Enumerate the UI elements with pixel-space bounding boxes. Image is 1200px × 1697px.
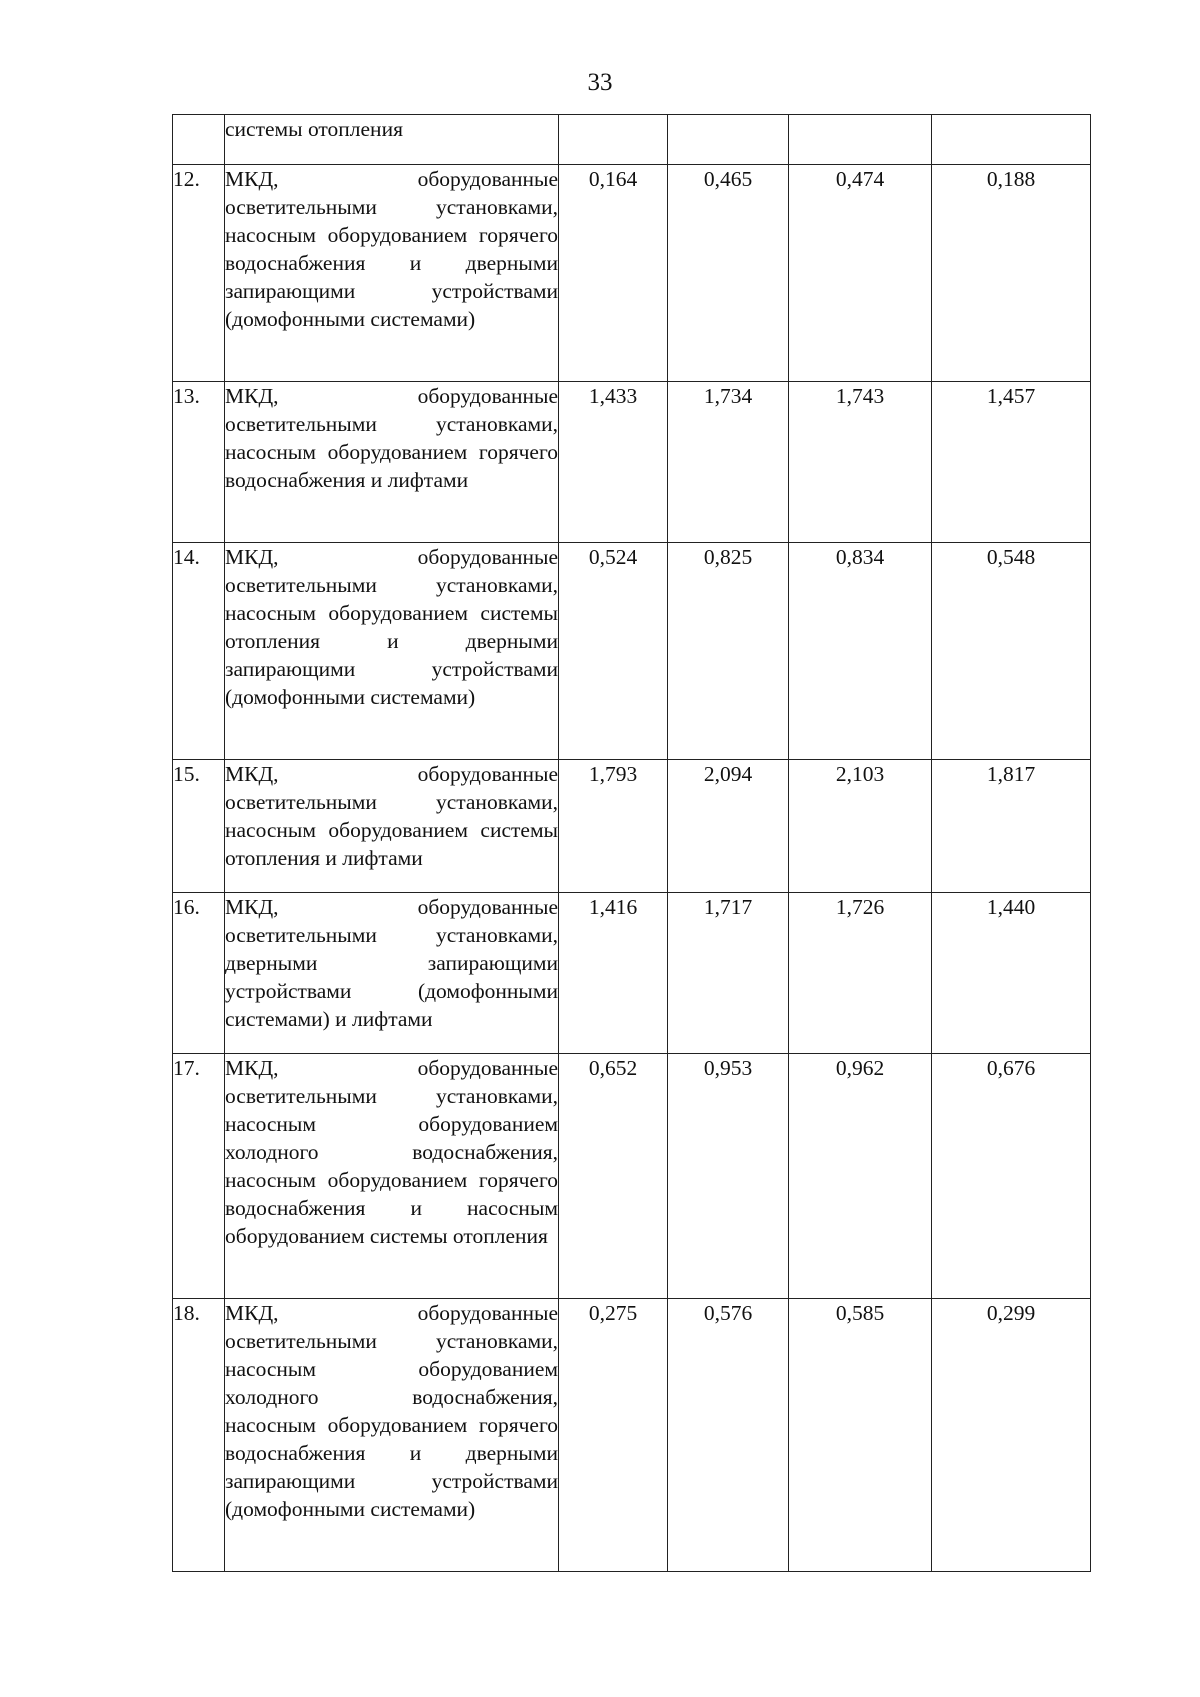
row-number-cell: 15.	[173, 760, 225, 893]
value-cell	[559, 165, 668, 382]
table-row	[173, 115, 1091, 165]
value-cell	[668, 382, 789, 543]
value-cell	[789, 543, 932, 760]
value-text: 0,474	[835, 167, 885, 191]
value-text: 1,726	[835, 895, 885, 919]
tariff-table	[172, 114, 1091, 1572]
row-number-cell	[173, 115, 225, 165]
row-number-cell: 14.	[173, 543, 225, 760]
value-text: 1,743	[835, 384, 885, 408]
value-text: 0,576	[703, 1301, 753, 1325]
row-number-cell: 12.	[173, 165, 225, 382]
value-cell	[789, 1054, 932, 1299]
value-cell	[559, 382, 668, 543]
value-text: 0,275	[588, 1301, 638, 1325]
table-row	[173, 543, 1091, 760]
table-row	[173, 893, 1091, 1054]
value-cell	[668, 1299, 789, 1572]
value-cell	[668, 115, 789, 165]
row-number-cell: 13.	[173, 382, 225, 543]
row-description-cell: МКД, оборудованные осветительными установками, насосным оборудованием системы отопления и лифтами	[225, 760, 559, 893]
value-text: 1,440	[986, 895, 1036, 919]
row-number-cell: 17.	[173, 1054, 225, 1299]
value-cell	[668, 760, 789, 893]
value-cell	[932, 165, 1091, 382]
row-description-cell: системы отопления	[225, 115, 559, 165]
value-text: 0,834	[835, 545, 885, 569]
table-row	[173, 1299, 1091, 1572]
row-description-cell: МКД, оборудованные осветительными установками, насосным оборудованием горячего водоснабжения и дверными запирающими устройствами (домофонными системами)	[225, 165, 559, 382]
value-text: 0,962	[835, 1056, 885, 1080]
value-text: 1,416	[588, 895, 638, 919]
value-text: 0,164	[588, 167, 638, 191]
value-text: 1,433	[588, 384, 638, 408]
value-text: 2,094	[703, 762, 753, 786]
value-text: 1,817	[986, 762, 1036, 786]
value-text: 0,299	[986, 1301, 1036, 1325]
value-text: 0,825	[703, 545, 753, 569]
value-text: 0,652	[588, 1056, 638, 1080]
value-cell	[668, 543, 789, 760]
value-cell	[668, 165, 789, 382]
value-text: 1,734	[703, 384, 753, 408]
value-cell	[932, 382, 1091, 543]
row-description-cell: МКД, оборудованные осветительными установками, насосным оборудованием системы отопления и дверными запирающими устройствами (домофонными системами)	[225, 543, 559, 760]
table-row	[173, 760, 1091, 893]
value-cell	[559, 760, 668, 893]
value-cell	[789, 1299, 932, 1572]
value-text: 0,585	[835, 1301, 885, 1325]
value-cell	[789, 115, 932, 165]
value-text: 0,524	[588, 545, 638, 569]
row-description-cell: МКД, оборудованные осветительными установками, насосным оборудованием горячего водоснабжения и лифтами	[225, 382, 559, 543]
row-number-cell: 16.	[173, 893, 225, 1054]
value-text: 1,717	[703, 895, 753, 919]
value-cell	[559, 893, 668, 1054]
value-cell	[559, 115, 668, 165]
value-cell	[789, 893, 932, 1054]
page-number: 33	[587, 69, 613, 96]
row-number-cell: 18.	[173, 1299, 225, 1572]
value-cell	[789, 760, 932, 893]
row-description-cell: МКД, оборудованные осветительными установками, дверными запирающими устройствами (домофонными системами) и лифтами	[225, 893, 559, 1054]
value-cell	[559, 1054, 668, 1299]
table-row	[173, 165, 1091, 382]
value-cell	[789, 382, 932, 543]
value-text: 2,103	[835, 762, 885, 786]
value-text: 1,457	[986, 384, 1036, 408]
value-text: 0,676	[986, 1056, 1036, 1080]
row-description-cell: МКД, оборудованные осветительными установками, насосным оборудованием холодного водоснабжения, насосным оборудованием горячего водоснабжения и дверными запирающими устройствами (домофонными системами)	[225, 1299, 559, 1572]
value-cell	[932, 1054, 1091, 1299]
value-text: 0,953	[703, 1056, 753, 1080]
table-row	[173, 382, 1091, 543]
value-cell	[668, 893, 789, 1054]
value-cell	[789, 165, 932, 382]
value-text: 0,548	[986, 545, 1036, 569]
value-cell	[559, 1299, 668, 1572]
value-cell	[932, 543, 1091, 760]
value-cell	[668, 1054, 789, 1299]
value-text: 0,188	[986, 167, 1036, 191]
value-cell	[932, 893, 1091, 1054]
value-cell	[559, 543, 668, 760]
value-text: 0,465	[703, 167, 753, 191]
value-cell	[932, 760, 1091, 893]
row-description-cell: МКД, оборудованные осветительными установками, насосным оборудованием холодного водоснабжения, насосным оборудованием горячего водоснабжения и насосным оборудованием системы отопления	[225, 1054, 559, 1299]
table-row	[173, 1054, 1091, 1299]
value-text: 1,793	[588, 762, 638, 786]
value-cell	[932, 115, 1091, 165]
value-cell	[932, 1299, 1091, 1572]
